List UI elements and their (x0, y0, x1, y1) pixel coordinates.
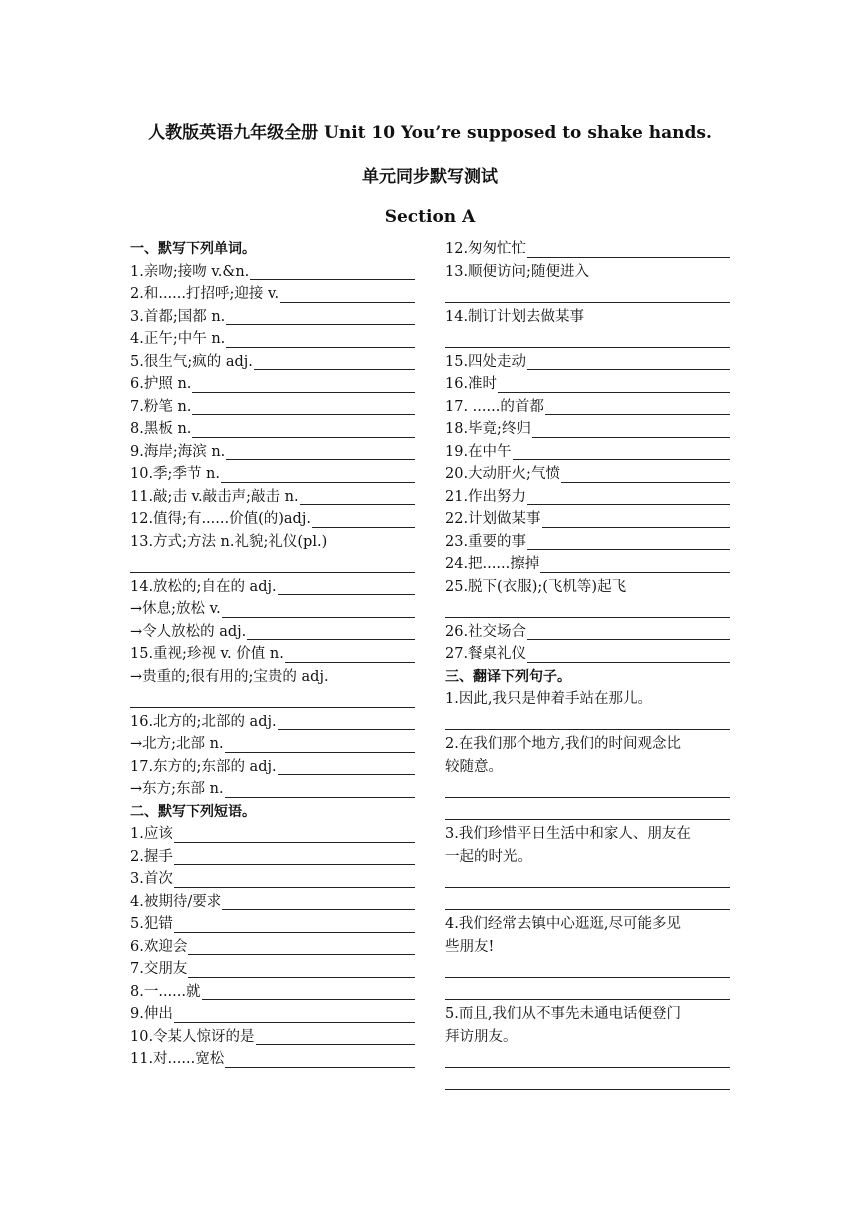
question-item (445, 306, 730, 329)
answer-blank[interactable] (174, 848, 415, 865)
answer-blank[interactable] (445, 961, 730, 978)
question-text: 3.首都;国都 n. (130, 308, 226, 325)
question-text: 1.亲吻;接吻 v.&n. (130, 263, 250, 280)
question-text: 19.在中午 (445, 443, 512, 460)
question-text: 12.匆匆忙忙 (445, 241, 527, 257)
answer-blank[interactable] (188, 961, 415, 978)
question-text: 11.敲;击 v.敲击声;敲击 n. (130, 488, 299, 505)
question-item (445, 486, 730, 509)
answer-blank[interactable] (222, 601, 415, 618)
question-item (130, 508, 415, 531)
answer-line (130, 553, 415, 576)
answer-blank[interactable] (278, 578, 415, 595)
section-heading (130, 238, 415, 261)
answer-blank[interactable] (226, 443, 415, 460)
question-text: 7.粉笔 n. (130, 398, 192, 415)
section-heading (445, 666, 730, 689)
question-text: 24.把......擦掉 (445, 556, 540, 572)
answer-blank[interactable] (445, 1051, 730, 1068)
answer-blank[interactable] (527, 646, 730, 663)
question-item (130, 981, 415, 1004)
question-item (445, 823, 730, 846)
answer-blank[interactable] (225, 1051, 415, 1068)
worksheet-subtitle: 单元同步默写测试 (362, 167, 498, 187)
question-item (130, 891, 415, 914)
answer-blank[interactable] (445, 331, 730, 348)
section-heading: Section A (384, 207, 476, 227)
question-item (130, 756, 415, 779)
question-text: 18.毕竟;终归 (445, 421, 531, 437)
question-text: 20.大动肝火;气愤 (445, 466, 560, 482)
question-text: 1.因此,我只是伸着手站在那儿。 (445, 691, 652, 707)
question-item (445, 441, 730, 464)
question-item (130, 1048, 415, 1071)
heading-text: 二、默写下列短语。 (130, 803, 256, 820)
heading-text: 一、默写下列单词。 (130, 241, 256, 257)
question-item (445, 1026, 730, 1049)
question-item (445, 936, 730, 959)
question-item (445, 756, 730, 779)
answer-blank[interactable] (256, 1028, 415, 1045)
question-item (130, 441, 415, 464)
worksheet-title: 人教版英语九年级全册 Unit 10 You’re supposed to shake hands. (148, 123, 712, 143)
question-text: 14.制订计划去做某事 (445, 308, 585, 325)
answer-blank[interactable] (226, 308, 415, 325)
answer-blank[interactable] (174, 1006, 415, 1023)
question-text: 11.对......宽松 (130, 1051, 225, 1067)
question-item (445, 846, 730, 869)
answer-blank[interactable] (285, 646, 415, 663)
answer-blank[interactable] (445, 713, 730, 730)
question-text: 21.作出努力 (445, 488, 527, 505)
answer-blank[interactable] (545, 398, 730, 415)
answer-blank[interactable] (192, 376, 415, 393)
answer-blank[interactable] (445, 601, 730, 618)
answer-line (445, 778, 730, 801)
answer-blank[interactable] (192, 421, 415, 438)
answer-blank[interactable] (300, 488, 415, 505)
answer-blank[interactable] (445, 803, 730, 820)
question-text: 4.正午;中午 n. (130, 331, 226, 347)
answer-blank[interactable] (247, 623, 415, 640)
question-text: 17. ......的首都 (445, 398, 544, 415)
question-text: 3.我们珍惜平日生活中和家人、朋友在 (445, 826, 691, 842)
question-item (130, 778, 415, 801)
question-text: 8.黑板 n. (130, 421, 192, 437)
question-text: 2.和......打招呼;迎接 v. (130, 286, 280, 302)
question-text: 8.一......就 (130, 983, 201, 1000)
right-column (445, 238, 730, 1093)
question-item (130, 913, 415, 936)
question-text: 5.犯错 (130, 916, 173, 932)
answer-blank[interactable] (561, 466, 730, 483)
question-item (445, 261, 730, 284)
question-item (445, 688, 730, 711)
answer-line (445, 598, 730, 621)
answer-line (445, 981, 730, 1004)
question-item (130, 1026, 415, 1049)
answer-blank[interactable] (445, 871, 730, 888)
question-text: 14.放松的;自在的 adj. (130, 578, 277, 595)
question-item (130, 598, 415, 621)
question-item (130, 486, 415, 509)
question-text: 13.顺便访问;随便进入 (445, 263, 589, 280)
question-item (445, 418, 730, 441)
question-item (130, 733, 415, 756)
question-item (130, 351, 415, 374)
question-item (445, 553, 730, 576)
question-item (130, 666, 415, 689)
answer-line (445, 711, 730, 734)
question-item (130, 283, 415, 306)
question-item (130, 823, 415, 846)
heading-text: 三、翻译下列句子。 (445, 668, 571, 685)
question-item (445, 913, 730, 936)
answer-blank[interactable] (445, 893, 730, 910)
question-text: 15.重视;珍视 v. 价值 n. (130, 646, 284, 662)
question-text: 7.交朋友 (130, 961, 188, 977)
question-text: 10.季;季节 n. (130, 466, 221, 482)
question-item (445, 1003, 730, 1026)
question-item (130, 328, 415, 351)
answer-blank[interactable] (174, 826, 415, 843)
question-text: 4.我们经常去镇中心逛逛,尽可能多见 (445, 916, 681, 932)
answer-blank[interactable] (130, 556, 415, 573)
question-item (130, 261, 415, 284)
answer-blank[interactable] (513, 443, 730, 460)
question-text: 一起的时光。 (445, 848, 532, 865)
answer-blank[interactable] (188, 938, 415, 955)
question-item (130, 1003, 415, 1026)
answer-blank[interactable] (174, 871, 415, 888)
question-item (130, 621, 415, 644)
answer-blank[interactable] (542, 511, 730, 528)
question-text: 25.脱下(衣服);(飞机等)起飞 (445, 578, 627, 595)
question-text: 5.而且,我们从不事先未通电话便登门 (445, 1006, 681, 1022)
answer-blank[interactable] (254, 353, 415, 370)
question-text: 27.餐桌礼仪 (445, 646, 527, 662)
question-item (130, 373, 415, 396)
question-text: 1.应该 (130, 826, 173, 842)
question-item (130, 868, 415, 891)
question-text: 23.重要的事 (445, 533, 527, 550)
question-text: 13.方式;方法 n.礼貌;礼仪(pl.) (130, 533, 328, 550)
question-text: 26.社交场合 (445, 623, 527, 640)
question-item (130, 396, 415, 419)
question-text: →东方;东部 n. (130, 781, 224, 797)
answer-blank[interactable] (222, 893, 415, 910)
answer-blank[interactable] (202, 983, 416, 1000)
question-text: 拜访朋友。 (445, 1028, 518, 1045)
answer-blank[interactable] (225, 736, 415, 753)
question-text: 6.护照 n. (130, 376, 192, 392)
question-text: 9.海岸;海滨 n. (130, 443, 226, 460)
question-text: 6.欢迎会 (130, 938, 188, 955)
answer-line (445, 868, 730, 891)
answer-blank[interactable] (527, 488, 730, 505)
answer-blank[interactable] (280, 286, 415, 303)
question-item (130, 306, 415, 329)
answer-blank[interactable] (278, 758, 415, 775)
question-text: 22.计划做某事 (445, 511, 541, 527)
question-text: 2.握手 (130, 848, 173, 865)
question-text: →令人放松的 adj. (130, 623, 247, 640)
answer-blank[interactable] (226, 331, 415, 348)
question-item (130, 711, 415, 734)
question-text: →贵重的;很有用的;宝贵的 adj. (130, 668, 329, 685)
answer-line (445, 328, 730, 351)
question-item (130, 463, 415, 486)
answer-line (445, 283, 730, 306)
question-item (445, 733, 730, 756)
question-item (130, 643, 415, 666)
answer-line (445, 891, 730, 914)
answer-line (130, 688, 415, 711)
question-text: 10.令某人惊讶的是 (130, 1028, 255, 1045)
question-item (130, 576, 415, 599)
question-item (445, 576, 730, 599)
question-item (445, 351, 730, 374)
answer-blank[interactable] (527, 353, 730, 370)
answer-blank[interactable] (498, 376, 730, 393)
answer-blank[interactable] (540, 556, 730, 573)
answer-blank[interactable] (221, 466, 415, 483)
answer-blank[interactable] (174, 916, 415, 933)
answer-blank[interactable] (527, 623, 730, 640)
answer-blank[interactable] (225, 781, 415, 798)
answer-blank[interactable] (445, 781, 730, 798)
question-text: 16.北方的;北部的 adj. (130, 713, 277, 730)
answer-blank[interactable] (278, 713, 415, 730)
question-text: →北方;北部 n. (130, 736, 224, 752)
question-item (445, 621, 730, 644)
question-item (445, 396, 730, 419)
answer-blank[interactable] (130, 691, 415, 708)
question-item (130, 418, 415, 441)
answer-line (445, 801, 730, 824)
question-text: →休息;放松 v. (130, 601, 221, 617)
question-text: 5.很生气;疯的 adj. (130, 353, 253, 370)
question-text: 4.被期待/要求 (130, 893, 222, 910)
question-text: 12.值得;有......价值(的)adj. (130, 511, 311, 527)
question-text: 15.四处走动 (445, 353, 527, 370)
question-item (445, 643, 730, 666)
question-text: 17.东方的;东部的 adj. (130, 758, 277, 775)
question-text: 3.首次 (130, 871, 173, 887)
answer-blank[interactable] (527, 533, 730, 550)
answer-line (445, 1048, 730, 1071)
answer-blank[interactable] (532, 421, 730, 438)
question-text: 9.伸出 (130, 1006, 173, 1022)
left-column (130, 238, 415, 1071)
answer-line (445, 1071, 730, 1094)
section-heading (130, 801, 415, 824)
answer-blank[interactable] (445, 286, 730, 303)
question-item (130, 846, 415, 869)
question-item (445, 238, 730, 261)
question-item (130, 531, 415, 554)
question-item (445, 463, 730, 486)
answer-blank[interactable] (192, 398, 415, 415)
answer-line (445, 958, 730, 981)
question-item (445, 531, 730, 554)
answer-blank[interactable] (445, 1073, 730, 1090)
answer-blank[interactable] (312, 511, 415, 528)
answer-blank[interactable] (445, 983, 730, 1000)
question-item (130, 936, 415, 959)
question-text: 2.在我们那个地方,我们的时间观念比 (445, 736, 681, 752)
question-text: 16.准时 (445, 376, 498, 392)
question-text: 些朋友! (445, 938, 495, 955)
answer-blank[interactable] (250, 263, 415, 280)
question-item (445, 373, 730, 396)
question-text: 较随意。 (445, 758, 503, 775)
answer-blank[interactable] (527, 241, 730, 258)
question-item (445, 508, 730, 531)
question-item (130, 958, 415, 981)
